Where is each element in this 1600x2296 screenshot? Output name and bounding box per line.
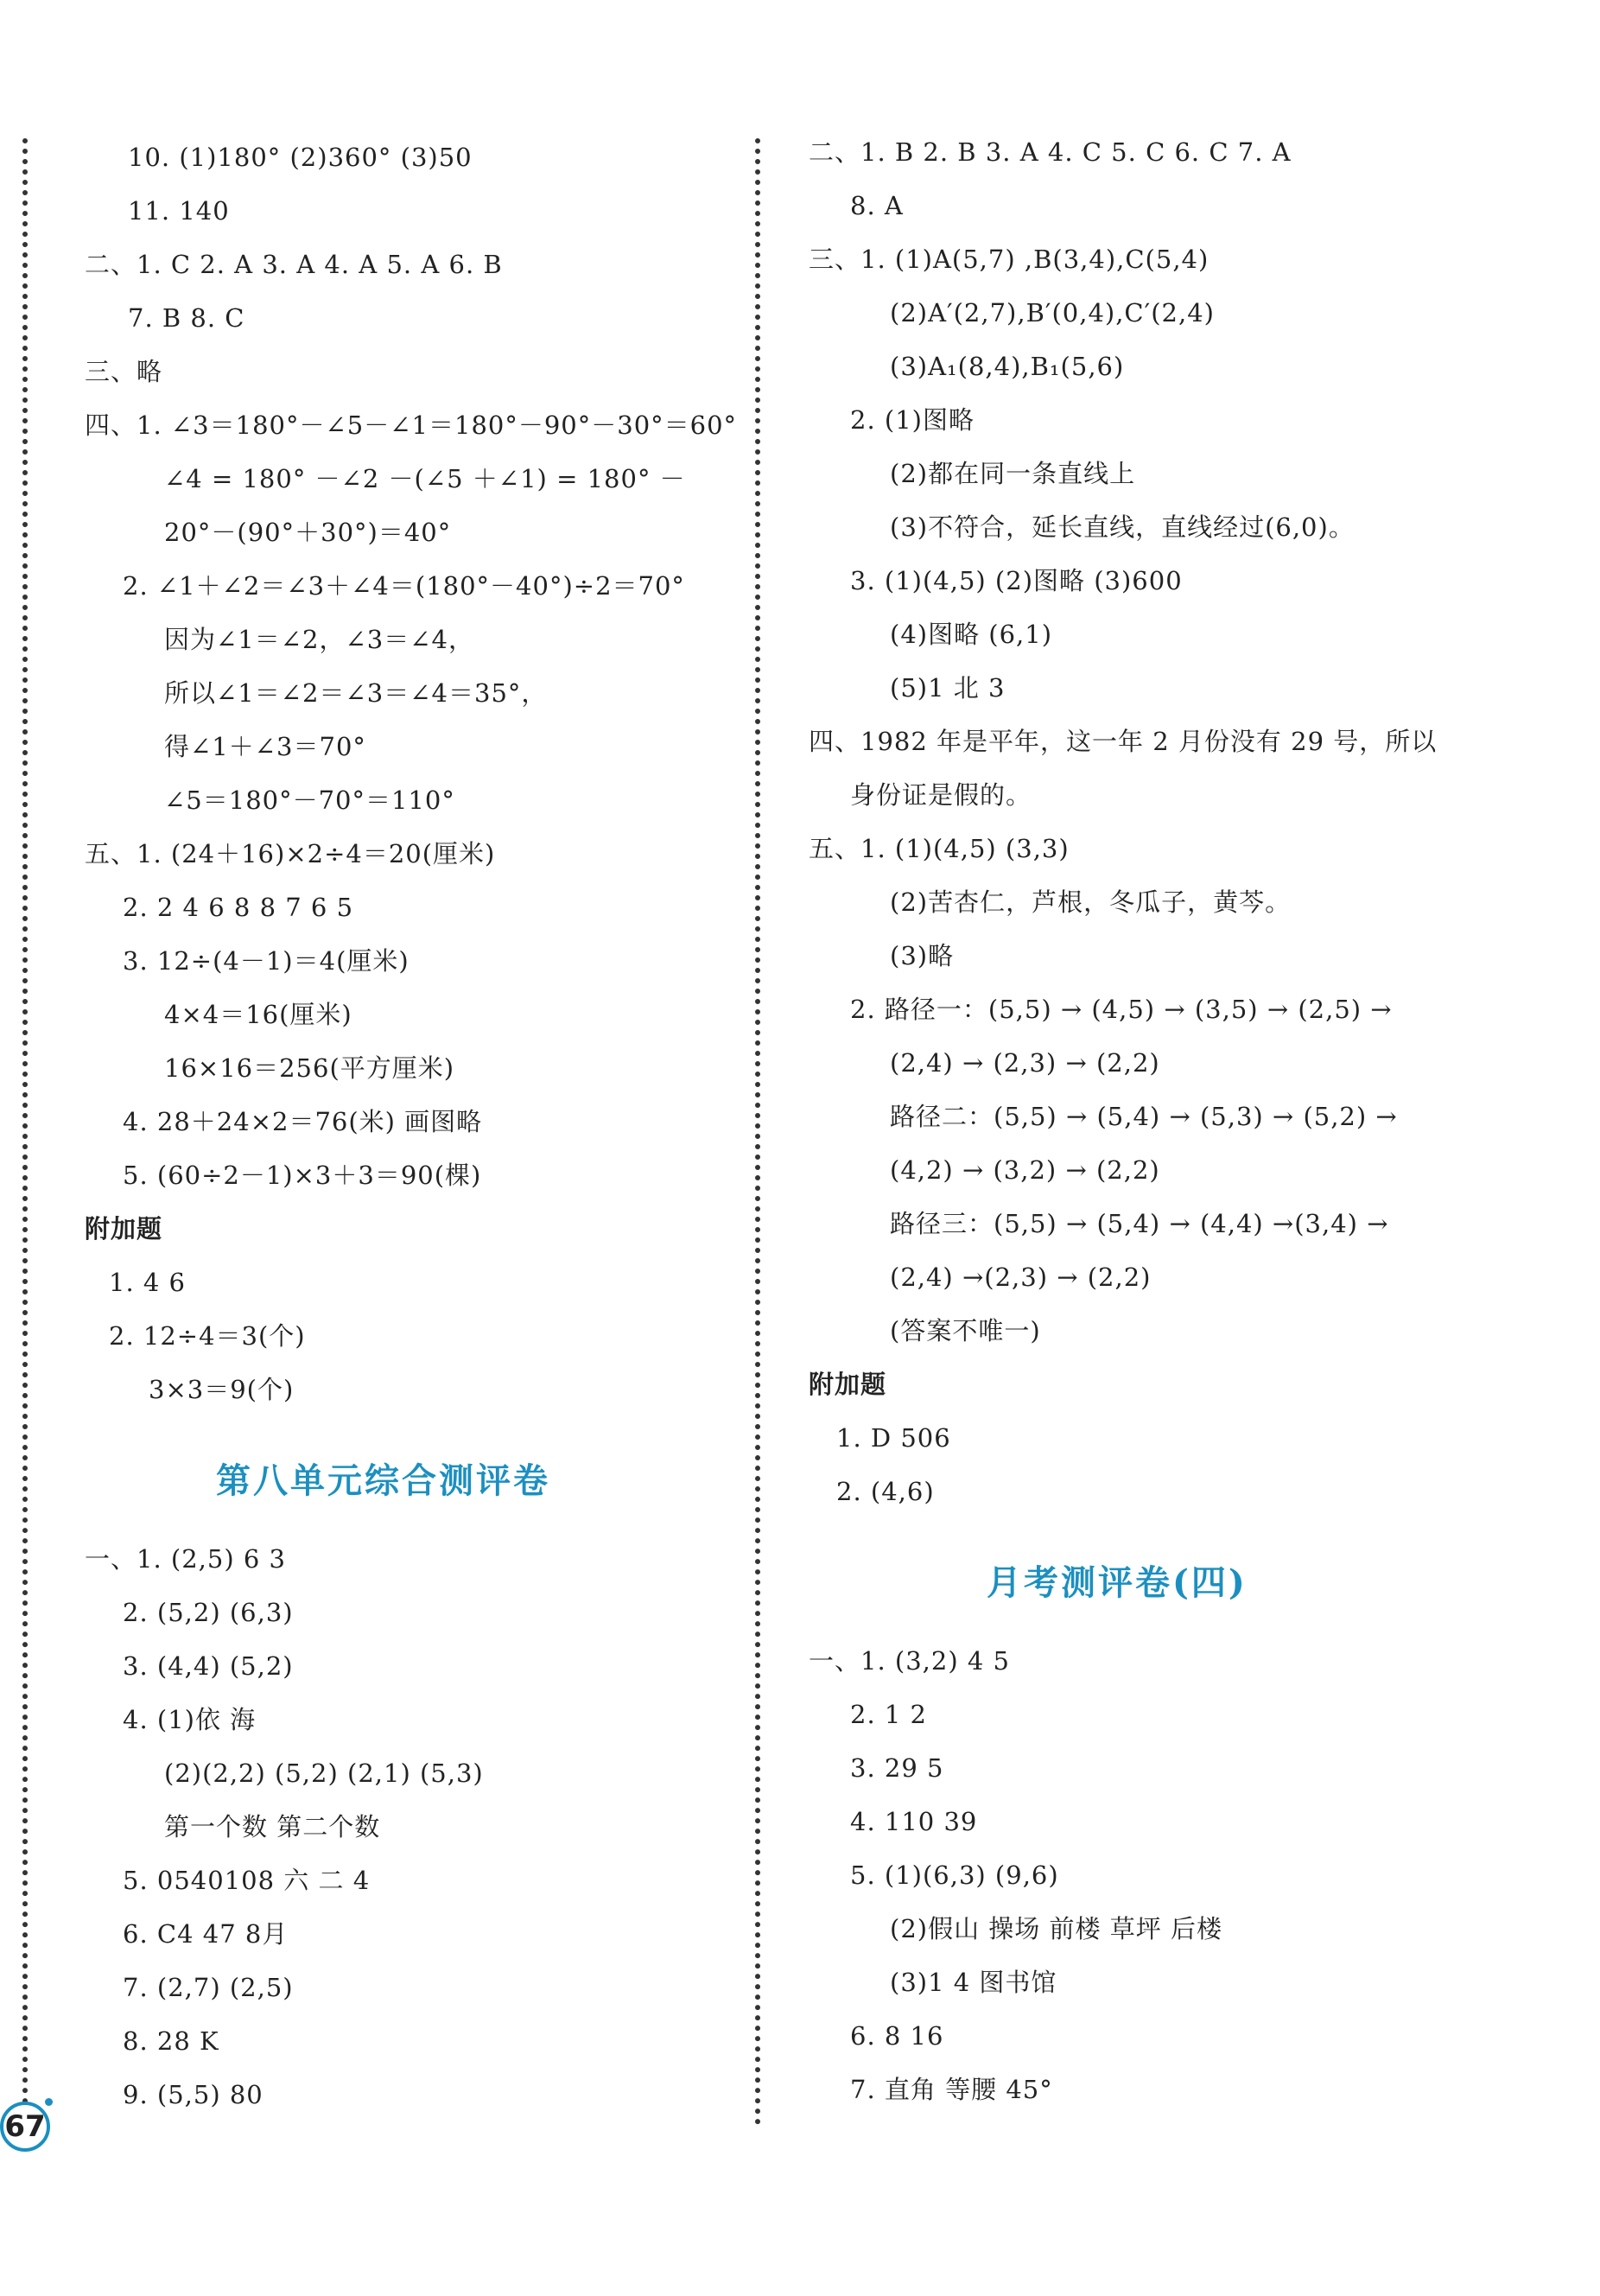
page-number-dot-icon [45, 2098, 53, 2106]
answer-line: 2. (4,6) [836, 1477, 935, 1506]
answer-line: 四、1. ∠3＝180°－∠5－∠1＝180°－90°－30°＝60° [85, 410, 738, 440]
answer-line: ∠4 = 180° －∠2 －(∠5 ＋∠1) = 180° － [164, 464, 686, 493]
answer-line: 2. (5,2) (6,3) [123, 1598, 294, 1627]
answer-line: (2)都在同一条直线上 [890, 459, 1136, 488]
answer-line: 4. (1)依 海 [123, 1705, 257, 1734]
answer-line: 7. 直角 等腰 45° [850, 2075, 1053, 2104]
answer-line: 6. 8 16 [850, 2021, 944, 2051]
answer-line: 三、1. (1)A(5,7) ,B(3,4),C(5,4) [809, 245, 1210, 274]
answer-line: (4,2) → (3,2) → (2,2) [890, 1155, 1160, 1185]
answer-line: 3. 29 5 [850, 1753, 944, 1783]
answer-line: 3. 12÷(4－1)＝4(厘米) [123, 946, 410, 976]
answer-line: 4. 110 39 [850, 1807, 978, 1836]
bonus-heading: 附加题 [85, 1214, 163, 1243]
answer-line: 五、1. (24＋16)×2÷4＝20(厘米) [85, 839, 496, 868]
answer-line: 11. 140 [128, 196, 230, 226]
answer-line: 2. ∠1＋∠2＝∠3＋∠4＝(180°－40°)÷2＝70° [123, 571, 685, 601]
bonus-heading: 附加题 [809, 1370, 887, 1399]
answer-line: 所以∠1＝∠2＝∠3＝∠4＝35°， [164, 678, 548, 708]
answer-line: 2. 12÷4＝3(个) [109, 1321, 306, 1351]
answer-line: 2. 路径一：(5,5) → (4,5) → (3,5) → (2,5) → [850, 995, 1393, 1024]
answer-line: 3. (4,4) (5,2) [123, 1651, 294, 1681]
answer-line: 1. D 506 [836, 1423, 951, 1453]
answer-line: 20°－(90°＋30°)＝40° [164, 518, 452, 547]
answer-line: (4)图略 (6,1) [890, 620, 1053, 649]
answer-line: (2,4) →(2,3) → (2,2) [890, 1262, 1152, 1292]
answer-line: (3)1 4 图书馆 [890, 1968, 1057, 1997]
binding-dots-middle [755, 138, 760, 2126]
answer-line: 8. 28 K [123, 2026, 219, 2056]
answer-line: (5)1 北 3 [890, 673, 1006, 703]
answer-line: 2. (1)图略 [850, 405, 975, 435]
answer-line: 路径二：(5,5) → (5,4) → (5,3) → (5,2) → [890, 1102, 1398, 1131]
answer-line: 一、1. (3,2) 4 5 [809, 1646, 1010, 1676]
answer-line: 4×4＝16(厘米) [164, 1000, 352, 1029]
page-number: 67 [0, 2102, 50, 2152]
answer-line: 第一个数 第二个数 [164, 1812, 381, 1841]
answer-line: 4. 28＋24×2＝76(米) 画图略 [123, 1107, 483, 1136]
answer-line: ∠5＝180°－70°＝110° [164, 785, 455, 815]
answer-line: 2. 2 4 6 8 8 7 6 5 [123, 893, 354, 922]
answer-line: (3)略 [890, 941, 955, 970]
answer-line: 一、1. (2,5) 6 3 [85, 1544, 286, 1574]
answer-line: 10. (1)180° (2)360° (3)50 [128, 143, 473, 172]
answer-line: 三、略 [85, 357, 163, 386]
answer-line: 得∠1＋∠3＝70° [164, 732, 366, 761]
answer-line: 四、1982 年是平年，这一年 2 月份没有 29 号，所以 [809, 727, 1438, 756]
answer-line: 二、1. B 2. B 3. A 4. C 5. C 6. C 7. A [809, 137, 1292, 167]
answer-line: 3. (1)(4,5) (2)图略 (3)600 [850, 566, 1183, 595]
answer-line: 5. (60÷2－1)×3＋3＝90(棵) [123, 1161, 482, 1190]
answer-line: 6. C4 47 8月 [123, 1919, 289, 1949]
answer-line: 8. A [850, 191, 904, 220]
answer-line: (答案不唯一) [890, 1316, 1041, 1345]
answer-line: 7. (2,7) (2,5) [123, 1973, 294, 2002]
answer-line: 因为∠1＝∠2，∠3＝∠4， [164, 625, 474, 654]
answer-line: 2. 1 2 [850, 1700, 928, 1729]
answer-line: (3)不符合，延长直线，直线经过(6,0)。 [890, 512, 1355, 542]
answer-line: 路径三：(5,5) → (5,4) → (4,4) →(3,4) → [890, 1209, 1389, 1238]
section-title: 第八单元综合测评卷 [216, 1460, 550, 1501]
answer-line: 5. (1)(6,3) (9,6) [850, 1860, 1059, 1890]
answer-line: 3×3＝9(个) [149, 1375, 295, 1404]
answer-line: 五、1. (1)(4,5) (3,3) [809, 834, 1070, 863]
answer-line: (2)(2,2) (5,2) (2,1) (5,3) [164, 1759, 484, 1788]
answer-line: 7. B 8. C [128, 303, 245, 333]
answer-line: (2)苦杏仁，芦根，冬瓜子，黄芩。 [890, 887, 1292, 917]
answer-line: 1. 4 6 [109, 1268, 187, 1297]
answer-line: (2)A′(2,7),B′(0,4),C′(2,4) [890, 298, 1215, 328]
binding-dots-left [22, 138, 28, 2126]
answer-line: 5. 0540108 六 二 4 [123, 1866, 371, 1895]
answer-line: (2,4) → (2,3) → (2,2) [890, 1048, 1160, 1078]
section-title: 月考测评卷(四) [987, 1562, 1248, 1603]
answer-line: (2)假山 操场 前楼 草坪 后楼 [890, 1914, 1222, 1943]
answer-line: 9. (5,5) 80 [123, 2080, 263, 2109]
answer-line: (3)A₁(8,4),B₁(5,6) [890, 352, 1125, 381]
answer-line: 16×16＝256(平方厘米) [164, 1053, 455, 1083]
answer-line: 身份证是假的。 [850, 780, 1032, 810]
answer-line: 二、1. C 2. A 3. A 4. A 5. A 6. B [85, 250, 503, 279]
